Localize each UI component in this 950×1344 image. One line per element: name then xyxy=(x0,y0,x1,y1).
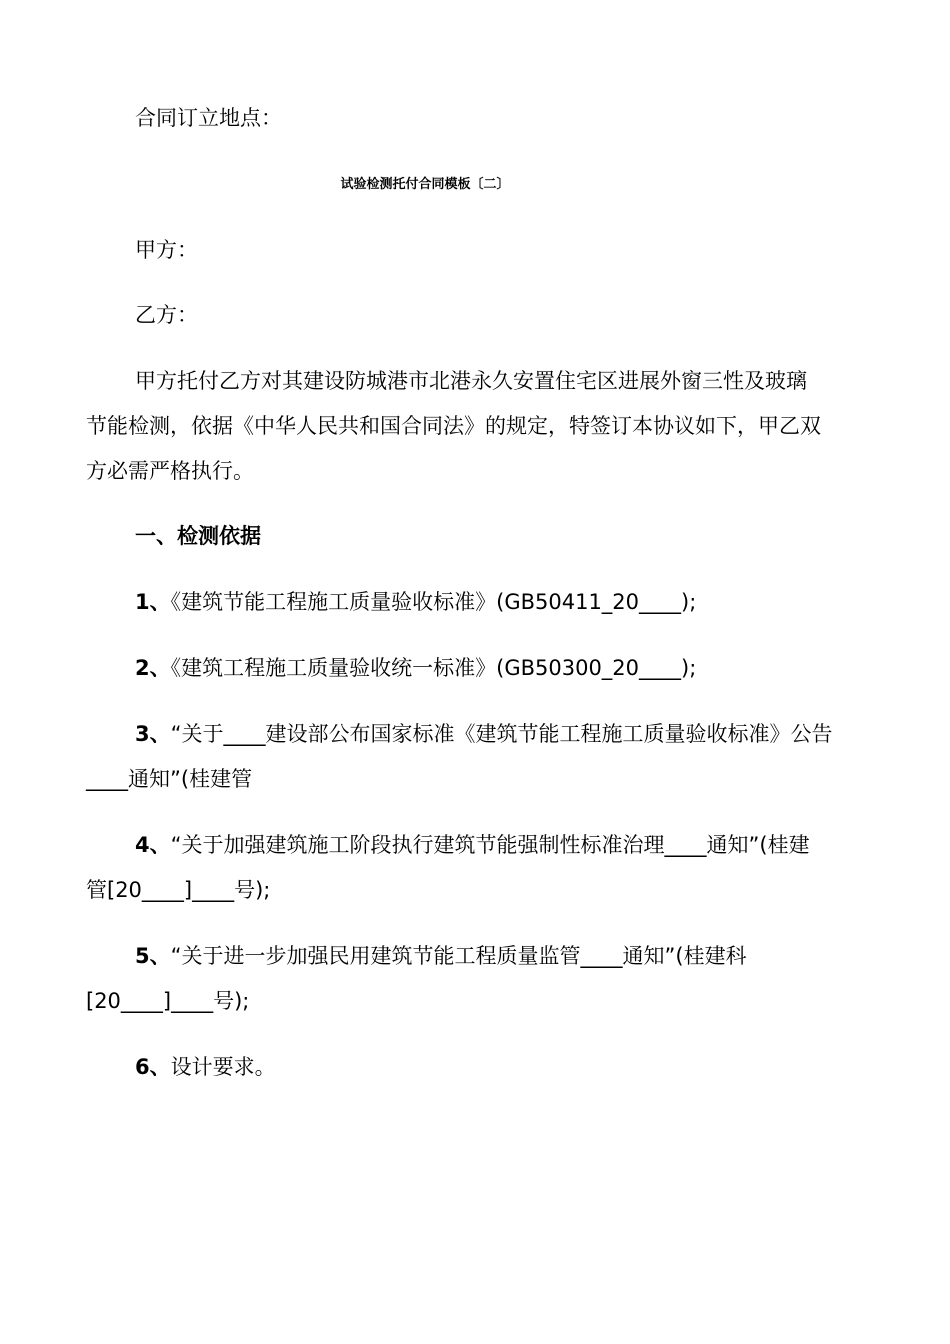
list-item xyxy=(135,835,810,856)
list-item xyxy=(135,946,747,967)
item-text-continuation: 管[20____]____号); xyxy=(86,878,271,902)
item-text: 《建筑节能工程施工质量验收标准》(GB50411_20____); xyxy=(170,590,697,614)
party-b-label: 乙方： xyxy=(135,303,198,327)
document-title: 试验检测托付合同模板〔二〕 xyxy=(340,177,510,192)
item-text-continuation: [20____]____号); xyxy=(86,989,250,1013)
intro-line-2: 节能检测，依据《中华人民共和国合同法》的规定，特签订本协议如下，甲乙双 xyxy=(86,414,821,438)
contract-place-label: 合同订立地点： xyxy=(135,106,282,130)
item-text: “关于加强建筑施工阶段执行建筑节能强制性标准治理____通知”(桂建 xyxy=(170,833,810,857)
item-text: “关于进一步加强民用建筑节能工程质量监管____通知”(桂建科 xyxy=(170,944,747,968)
list-item xyxy=(135,1057,276,1078)
item-number: 1、 xyxy=(135,590,171,614)
list-item xyxy=(135,658,696,679)
item-number: 3、 xyxy=(135,722,171,746)
party-a-label: 甲方： xyxy=(135,238,198,262)
item-number: 2、 xyxy=(135,656,171,680)
item-text-continuation: ____通知”(桂建管 xyxy=(86,767,253,791)
section-heading-basis: 一、检测依据 xyxy=(135,524,261,548)
intro-line-1: 甲方托付乙方对其建设防城港市北港永久安置住宅区进展外窗三性及玻璃 xyxy=(135,369,807,393)
intro-line-3: 方必需严格执行。 xyxy=(86,459,254,483)
item-number: 6、 xyxy=(135,1055,171,1079)
list-item xyxy=(135,724,833,745)
item-number: 4、 xyxy=(135,833,171,857)
item-text: 设计要求。 xyxy=(170,1055,276,1079)
item-number: 5、 xyxy=(135,944,171,968)
item-text: 《建筑工程施工质量验收统一标准》(GB50300_20____); xyxy=(170,656,697,680)
list-item xyxy=(135,592,696,613)
item-text: “关于____建设部公布国家标准《建筑节能工程施工质量验收标准》公告 xyxy=(170,722,833,746)
